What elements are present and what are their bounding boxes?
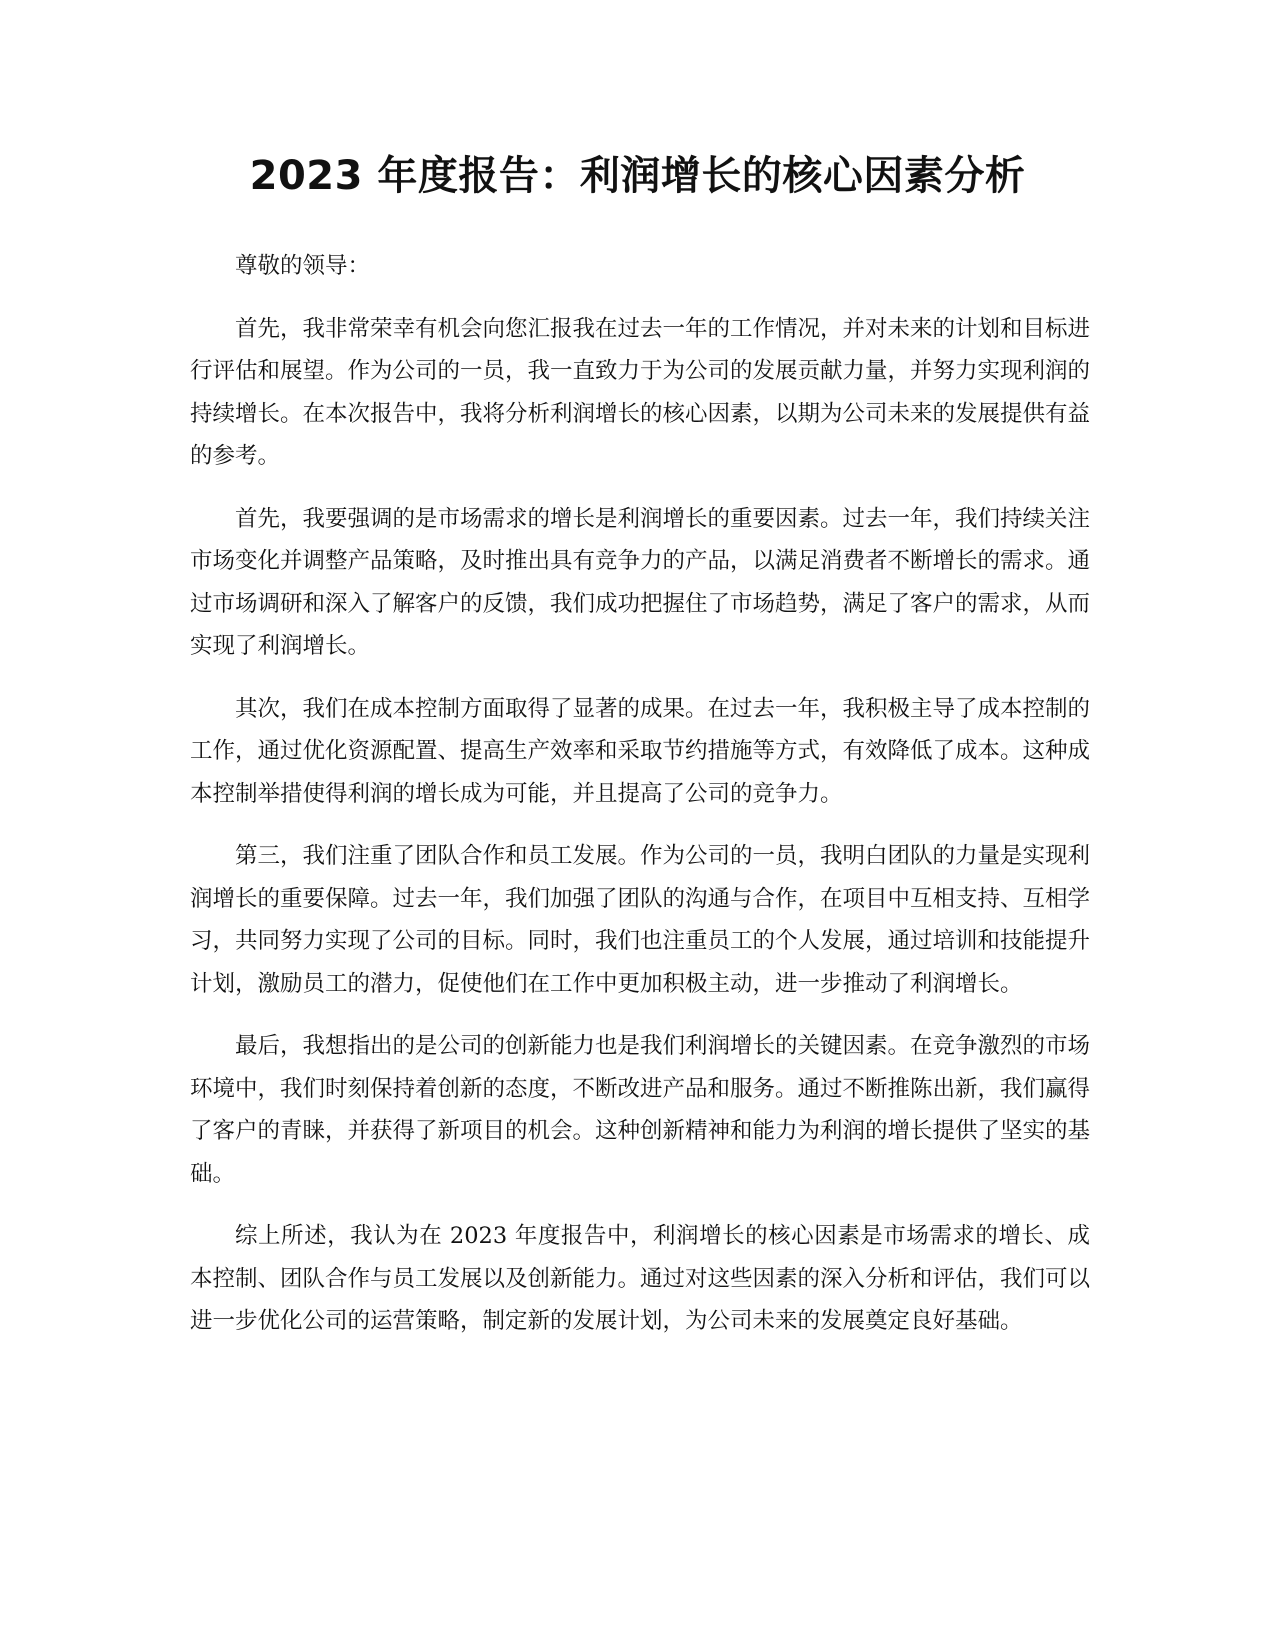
paragraph-conclusion: 综上所述，我认为在 2023 年度报告中，利润增长的核心因素是市场需求的增长、成本控制、团队合作与员工发展以及创新能力。通过对这些因素的深入分析和评估，我们可以进一步优化公司的运营策略，制定新的发展计划，为公司未来的发展奠定良好基础。 bbox=[190, 1223, 1091, 1334]
paragraph-teamwork: 第三，我们注重了团队合作和员工发展。作为公司的一员，我明白团队的力量是实现利润增长的重要保障。过去一年，我们加强了团队的沟通与合作，在项目中互相支持、互相学习，共同努力实现了公司的目标。同时，我们也注重员工的个人发展，通过培训和技能提升计划，激励员工的潜力，促使他们在工作中更加积极主动，进一步推动了利润增长。 bbox=[190, 843, 1091, 997]
paragraph-innovation: 最后，我想指出的是公司的创新能力也是我们利润增长的关键因素。在竞争激烈的市场环境中，我们时刻保持着创新的态度，不断改进产品和服务。通过不断推陈出新，我们赢得了客户的青睐，并获得了新项目的机会。这种创新精神和能力为利润的增长提供了坚实的基础。 bbox=[190, 1033, 1091, 1187]
paragraph-intro: 首先，我非常荣幸有机会向您汇报我在过去一年的工作情况，并对未来的计划和目标进行评估和展望。作为公司的一员，我一直致力于为公司的发展贡献力量，并努力实现利润的持续增长。在本次报告中，我将分析利润增长的核心因素，以期为公司未来的发展提供有益的参考。 bbox=[190, 315, 1091, 469]
salutation: 尊敬的领导： bbox=[235, 253, 371, 279]
document-body bbox=[190, 245, 1090, 1363]
paragraph-cost-control: 其次，我们在成本控制方面取得了显著的成果。在过去一年，我积极主导了成本控制的工作，通过优化资源配置、提高生产效率和采取节约措施等方式，有效降低了成本。这种成本控制举措使得利润的增长成为可能，并且提高了公司的竞争力。 bbox=[190, 695, 1091, 807]
document-title: 2023 年度报告：利润增长的核心因素分析 bbox=[249, 153, 1026, 199]
paragraph-market-demand: 首先，我要强调的是市场需求的增长是利润增长的重要因素。过去一年，我们持续关注市场变化并调整产品策略，及时推出具有竞争力的产品，以满足消费者不断增长的需求。通过市场调研和深入了解客户的反馈，我们成功把握住了市场趋势，满足了客户的需求，从而实现了利润增长。 bbox=[190, 505, 1091, 659]
